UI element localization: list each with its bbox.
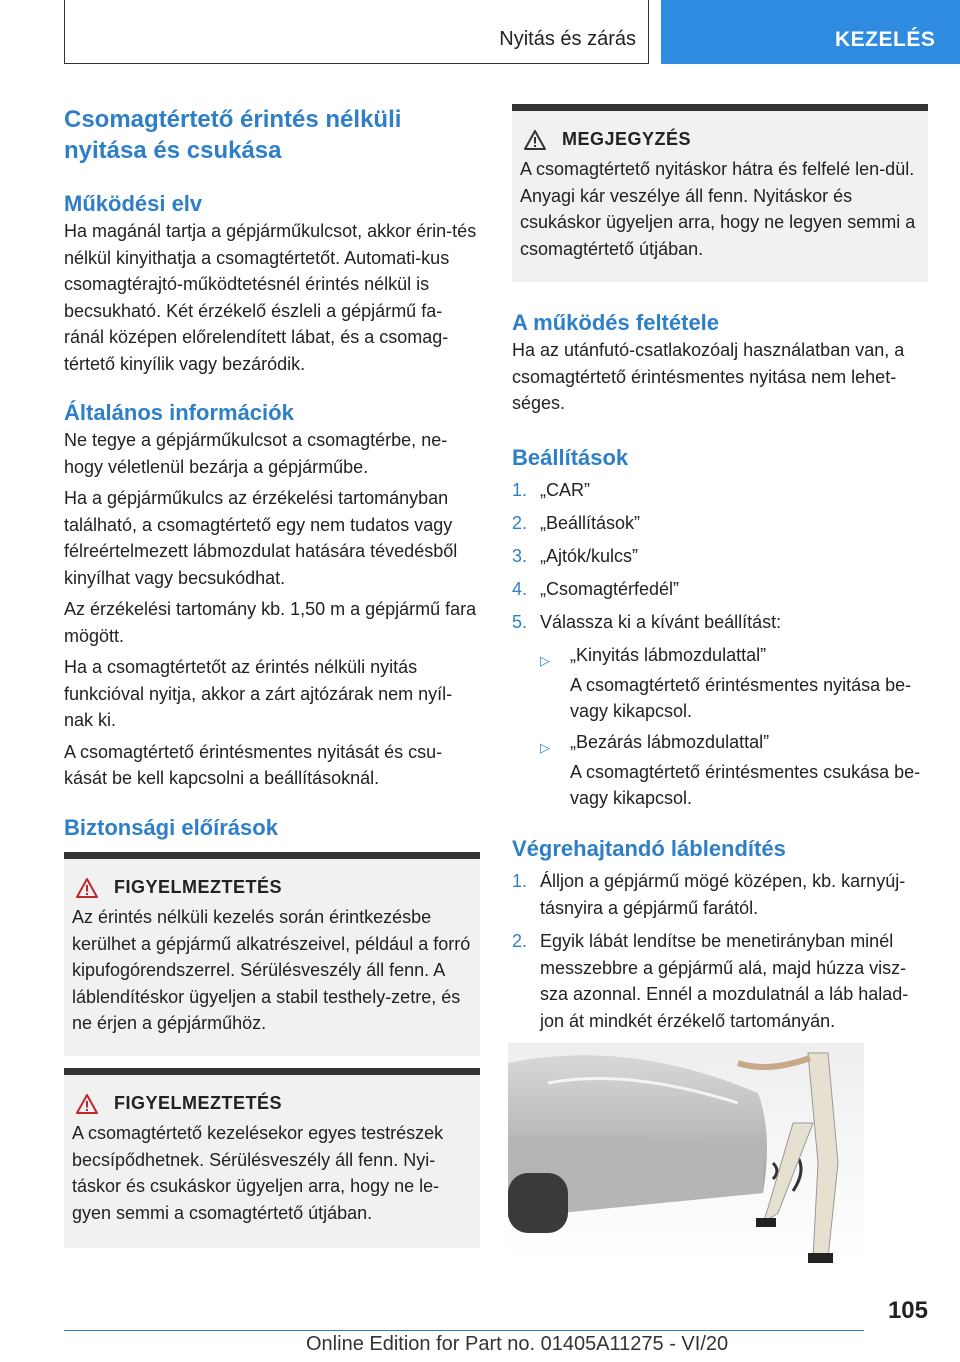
list-item: 2. Egyik lábát lendítse be menetirányban minél messzebbre a gépjármű alá, majd húzza visz-sza azonnal. Ennél a mozdulatnál a láb halad-jon át mindkét érzékelő tartományán. — [512, 931, 909, 1031]
triangle-bullet-icon: ▷ — [540, 653, 550, 668]
page-number: 105 — [887, 1297, 928, 1324]
warning-icon — [76, 878, 98, 898]
list-item: 2. „Beállítások” — [512, 513, 641, 533]
text-general-5: A csomagtértető érintésmentes nyitását és csu-kását be kell kapcsolni a beállításoknál. — [64, 741, 443, 788]
page-title: Csomagtértető érintés nélküli nyitása és csukása — [64, 106, 402, 164]
sub-item: ▷ „Kinyitás lábmozdulattal” A csomagtértető érintésmentes nyitása be- vagy kikapcsol. — [540, 645, 912, 721]
warning-title-1: FIGYELMEZTETÉS — [72, 877, 472, 898]
edition-footer: Online Edition for Part no. 01405A11275 - VI/20 — [306, 1333, 729, 1355]
note-text: A csomagtértető nyitáskor hátra és felfelé len-dül. Anyagi kár veszélye áll fenn. Nyitáskor és csukáskor ügyeljen arra, hogy ne legyen semmi a csomagtértető útjában. — [520, 159, 916, 259]
warning-icon — [76, 1094, 98, 1114]
warning-box-2 — [64, 1068, 480, 1248]
list-item: 5. Válassza ki a kívánt beállítást: — [512, 612, 782, 632]
heading-general: Általános információk — [64, 400, 294, 425]
warning-text-1: Az érintés nélküli kezelés során érintkezésbe kerülhet a gépjármű alkatrészeivel, például a forró kipufogórendszerrel. Sérülésveszély áll fenn. A láblendítéskor ügyeljen a stabil testhely-zetre, és ne érjen a gépjárműhöz. — [72, 907, 471, 1033]
sub-item: ▷ „Bezárás lábmozdulattal” A csomagtértető érintésmentes csukása be- vagy kikapcsol. — [540, 732, 921, 808]
note-box — [512, 104, 928, 282]
kick-gesture-illustration — [508, 1043, 864, 1263]
chapter-tab: KEZELÉS — [661, 0, 960, 64]
list-item: 1. Álljon a gépjármű mögé középen, kb. karnyúj-tásnyira a gépjármű farától. — [512, 871, 906, 918]
section-title: Nyitás és zárás — [499, 28, 636, 50]
warning-box-1 — [64, 852, 480, 1056]
heading-principle: Működési elv — [64, 191, 203, 216]
text-general-3: Az érzékelési tartomány kb. 1,50 m a gépjármű fara mögött. — [64, 599, 477, 646]
text-general-4: Ha a csomagtértetőt az érintés nélküli nyitás funkcióval nyitja, akkor a zárt ajtózárak nem nyíl-nak ki. — [64, 657, 453, 730]
triangle-bullet-icon: ▷ — [540, 740, 550, 755]
heading-kick: Végrehajtandó láblendítés — [512, 836, 786, 861]
warning-icon — [524, 130, 546, 150]
section-kick — [512, 835, 928, 863]
section-condition — [512, 309, 928, 417]
section-settings — [512, 444, 928, 472]
section-safety — [64, 814, 480, 842]
heading-settings: Beállítások — [512, 445, 629, 470]
section-general — [64, 399, 480, 792]
text-condition: Ha az utánfutó-csatlakozóalj használatban van, a csomagtértető érintésmentes nyitása nem lehet-séges. — [512, 340, 905, 413]
warning-text-2: A csomagtértető kezelésekor egyes testrészek becsípődhetnek. Sérülésveszély áll fenn. Nyi-táskor és csukáskor ügyeljen arra, hogy ne le-gyen semmi a csomagtértető útjában. — [72, 1123, 444, 1223]
list-item: 1. „CAR” — [512, 480, 590, 500]
main-heading-block — [64, 104, 480, 166]
list-item: 4. „Csomagtérfedél” — [512, 579, 680, 599]
list-item: 3. „Ajtók/kulcs” — [512, 546, 639, 566]
note-title: MEGJEGYZÉS — [520, 129, 920, 150]
text-general-1: Ne tegye a gépjárműkulcsot a csomagtérbe, ne-hogy véletlenül bezárja a gépjárműbe. — [64, 430, 448, 477]
heading-safety: Biztonsági előírások — [64, 815, 278, 840]
text-principle: Ha magánál tartja a gépjárműkulcsot, akkor érin-tés nélkül kinyithatja a csomagtértetőt. Automati-kus csomagtérajtó-működtetésnél érintés nélkül is becsukható. Két érzékelő észleli a gépjármű fa-ránál középen előrelendített lábat, és a csomag-tértető kinyílik vagy bezáródik. — [64, 221, 477, 374]
warning-title-2: FIGYELMEZTETÉS — [72, 1093, 472, 1114]
footer-divider — [64, 1330, 864, 1331]
heading-condition: A működés feltétele — [512, 310, 720, 335]
text-general-2: Ha a gépjárműkulcs az érzékelési tartományban található, a csomagtértető egy nem tudatos vagy félreértelmezett lábmozdulat hatására tévedésből kinyílhat vagy becsukódhat. — [64, 488, 458, 588]
section-principle — [64, 190, 480, 377]
